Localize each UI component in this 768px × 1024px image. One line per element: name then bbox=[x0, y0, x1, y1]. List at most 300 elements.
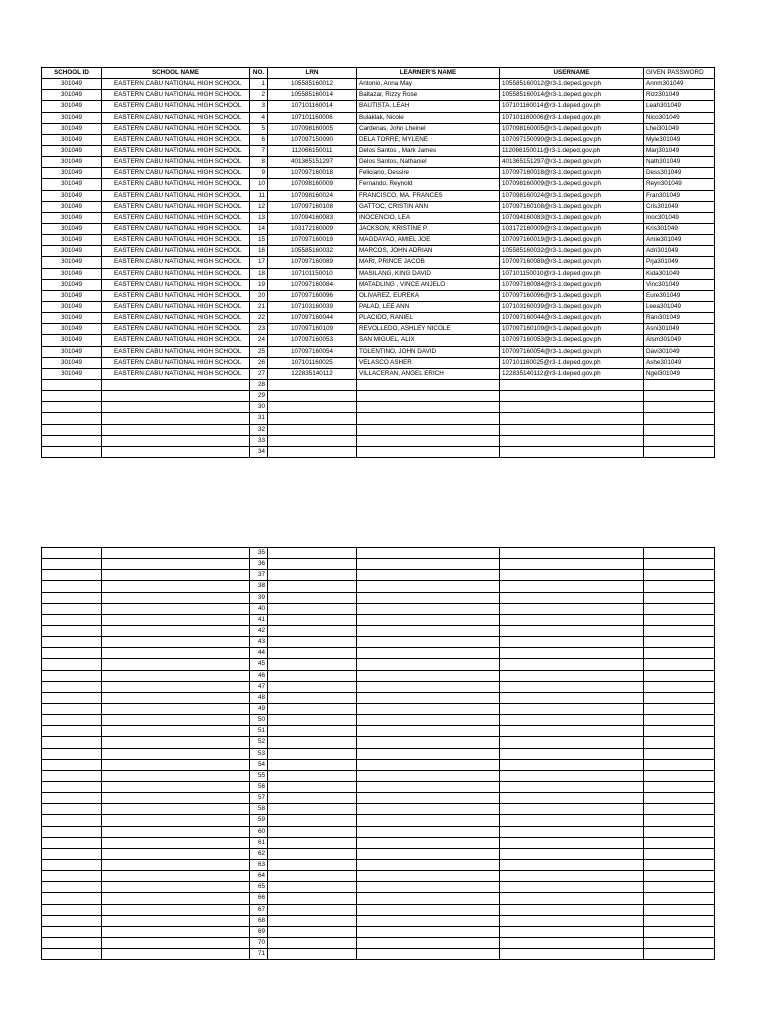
row-number-cell: 62 bbox=[250, 848, 268, 859]
password-cell bbox=[644, 648, 715, 659]
row-number-cell: 4 bbox=[250, 112, 268, 123]
password-cell: Davi301049 bbox=[644, 346, 715, 357]
lrn-cell: 107097160084 bbox=[268, 279, 357, 290]
school-id-cell bbox=[42, 379, 102, 390]
school-id-cell: 301049 bbox=[42, 79, 102, 90]
lrn-cell bbox=[268, 592, 357, 603]
learner-name-cell bbox=[357, 904, 500, 915]
row-number-cell: 13 bbox=[250, 212, 268, 223]
row-number-cell: 55 bbox=[250, 770, 268, 781]
username-cell bbox=[500, 759, 644, 770]
empty-table-row bbox=[42, 748, 715, 759]
lrn-cell bbox=[268, 614, 357, 625]
password-cell bbox=[644, 592, 715, 603]
username-cell: 107098160009@r3-1.deped.gov.ph bbox=[500, 179, 644, 190]
username-cell bbox=[500, 692, 644, 703]
password-cell: Prja301049 bbox=[644, 257, 715, 268]
school-id-cell: 301049 bbox=[42, 190, 102, 201]
learner-name-cell bbox=[357, 726, 500, 737]
username-cell bbox=[500, 391, 644, 402]
school-name-cell: EASTERN CABU NATIONAL HIGH SCHOOL bbox=[102, 357, 250, 368]
lrn-cell bbox=[268, 826, 357, 837]
school-id-cell bbox=[42, 826, 102, 837]
password-cell bbox=[644, 603, 715, 614]
school-name-cell bbox=[102, 681, 250, 692]
school-id-cell bbox=[42, 559, 102, 570]
row-number-cell: 31 bbox=[250, 413, 268, 424]
school-id-cell bbox=[42, 603, 102, 614]
table-row bbox=[42, 368, 715, 379]
empty-table-row bbox=[42, 648, 715, 659]
row-number-cell: 9 bbox=[250, 168, 268, 179]
empty-table-row bbox=[42, 871, 715, 882]
lrn-cell: 107098160005 bbox=[268, 123, 357, 134]
school-id-cell bbox=[42, 781, 102, 792]
empty-table-row bbox=[42, 559, 715, 570]
learner-name-cell: MAGDAYAO, AMIEL JOE bbox=[357, 235, 500, 246]
empty-table-row bbox=[42, 446, 715, 457]
learner-name-cell: Fernando, Reynold bbox=[357, 179, 500, 190]
school-name-cell bbox=[102, 804, 250, 815]
row-number-cell: 29 bbox=[250, 391, 268, 402]
school-name-cell bbox=[102, 882, 250, 893]
password-cell: Nath301049 bbox=[644, 157, 715, 168]
school-name-cell bbox=[102, 581, 250, 592]
school-id-cell bbox=[42, 692, 102, 703]
username-cell: 107097160096@r3-1.deped.gov.ph bbox=[500, 290, 644, 301]
learner-name-cell bbox=[357, 770, 500, 781]
password-cell bbox=[644, 793, 715, 804]
row-number-cell: 69 bbox=[250, 926, 268, 937]
username-cell: 107097160053@r3-1.deped.gov.ph bbox=[500, 335, 644, 346]
password-cell bbox=[644, 715, 715, 726]
lrn-cell bbox=[268, 559, 357, 570]
row-number-cell: 25 bbox=[250, 346, 268, 357]
empty-table-row bbox=[42, 659, 715, 670]
learner-name-cell bbox=[357, 949, 500, 960]
school-id-cell bbox=[42, 681, 102, 692]
row-number-cell: 27 bbox=[250, 368, 268, 379]
password-cell: Ngel301049 bbox=[644, 368, 715, 379]
password-cell bbox=[644, 848, 715, 859]
lrn-cell bbox=[268, 435, 357, 446]
school-id-cell bbox=[42, 614, 102, 625]
username-cell: 103172160009@r3-1.deped.gov.ph bbox=[500, 223, 644, 234]
table-row bbox=[42, 279, 715, 290]
password-cell: Alsm301049 bbox=[644, 335, 715, 346]
username-cell bbox=[500, 826, 644, 837]
lrn-cell: 107097160108 bbox=[268, 201, 357, 212]
learner-name-cell: SAN MIGUEL, ALIX bbox=[357, 335, 500, 346]
password-cell bbox=[644, 871, 715, 882]
learner-name-cell: FRANCISCO, MA. FRANCES bbox=[357, 190, 500, 201]
password-cell bbox=[644, 915, 715, 926]
learner-name-cell bbox=[357, 570, 500, 581]
empty-table-row bbox=[42, 770, 715, 781]
lrn-cell: 401365151297 bbox=[268, 157, 357, 168]
learner-name-cell bbox=[357, 391, 500, 402]
learner-name-cell bbox=[357, 592, 500, 603]
learner-name-cell bbox=[357, 625, 500, 636]
username-cell bbox=[500, 882, 644, 893]
school-id-cell bbox=[42, 904, 102, 915]
school-id-cell: 301049 bbox=[42, 257, 102, 268]
password-cell: Fran301049 bbox=[644, 190, 715, 201]
lrn-cell: 107097160018 bbox=[268, 168, 357, 179]
learner-name-cell bbox=[357, 603, 500, 614]
lrn-cell: 105585160014 bbox=[268, 90, 357, 101]
school-name-cell bbox=[102, 548, 250, 559]
school-id-cell bbox=[42, 882, 102, 893]
school-id-cell: 301049 bbox=[42, 324, 102, 335]
lrn-cell bbox=[268, 402, 357, 413]
school-id-cell: 301049 bbox=[42, 168, 102, 179]
username-cell: 107097160084@r3-1.deped.gov.ph bbox=[500, 279, 644, 290]
empty-table-row bbox=[42, 625, 715, 636]
row-number-cell: 39 bbox=[250, 592, 268, 603]
username-cell bbox=[500, 570, 644, 581]
password-cell bbox=[644, 826, 715, 837]
school-name-cell: EASTERN CABU NATIONAL HIGH SCHOOL bbox=[102, 190, 250, 201]
password-cell bbox=[644, 737, 715, 748]
table-row bbox=[42, 201, 715, 212]
learner-name-cell: VILLACERAN, ANGEL ERICH bbox=[357, 368, 500, 379]
school-name-cell bbox=[102, 570, 250, 581]
learner-name-cell bbox=[357, 871, 500, 882]
table-row bbox=[42, 290, 715, 301]
username-cell bbox=[500, 559, 644, 570]
learner-name-cell: INOCENCIO, LEA bbox=[357, 212, 500, 223]
password-cell: Kris301049 bbox=[644, 223, 715, 234]
username-cell: 107098160024@r3-1.deped.gov.ph bbox=[500, 190, 644, 201]
row-number-cell: 58 bbox=[250, 804, 268, 815]
table-row bbox=[42, 324, 715, 335]
school-id-cell bbox=[42, 548, 102, 559]
password-cell bbox=[644, 781, 715, 792]
username-cell bbox=[500, 715, 644, 726]
school-name-cell: EASTERN CABU NATIONAL HIGH SCHOOL bbox=[102, 301, 250, 312]
lrn-cell bbox=[268, 659, 357, 670]
username-cell bbox=[500, 904, 644, 915]
password-cell bbox=[644, 882, 715, 893]
school-id-cell bbox=[42, 402, 102, 413]
password-cell bbox=[644, 815, 715, 826]
school-name-cell bbox=[102, 424, 250, 435]
row-number-cell: 16 bbox=[250, 246, 268, 257]
username-cell bbox=[500, 815, 644, 826]
school-id-cell bbox=[42, 659, 102, 670]
school-id-cell bbox=[42, 625, 102, 636]
lrn-cell: 107098160009 bbox=[268, 179, 357, 190]
school-id-cell bbox=[42, 413, 102, 424]
row-number-cell: 50 bbox=[250, 715, 268, 726]
username-cell bbox=[500, 859, 644, 870]
lrn-cell: 107097150090 bbox=[268, 134, 357, 145]
password-cell bbox=[644, 670, 715, 681]
school-id-cell bbox=[42, 748, 102, 759]
password-cell bbox=[644, 937, 715, 948]
lrn-cell bbox=[268, 859, 357, 870]
learner-name-cell bbox=[357, 681, 500, 692]
table-row bbox=[42, 112, 715, 123]
school-id-cell bbox=[42, 726, 102, 737]
learner-name-cell bbox=[357, 637, 500, 648]
school-id-cell: 301049 bbox=[42, 246, 102, 257]
school-name-cell bbox=[102, 637, 250, 648]
school-name-cell bbox=[102, 737, 250, 748]
password-cell bbox=[644, 659, 715, 670]
lrn-cell bbox=[268, 770, 357, 781]
learner-name-cell: GATTOC, CRISTIN ANN bbox=[357, 201, 500, 212]
school-id-cell bbox=[42, 859, 102, 870]
header-lrn: LRN bbox=[268, 68, 357, 79]
table-row bbox=[42, 101, 715, 112]
username-cell: 107094160083@r3-1.deped.gov.ph bbox=[500, 212, 644, 223]
row-number-cell: 36 bbox=[250, 559, 268, 570]
row-number-cell: 49 bbox=[250, 703, 268, 714]
username-cell bbox=[500, 614, 644, 625]
school-name-cell bbox=[102, 915, 250, 926]
school-name-cell: EASTERN CABU NATIONAL HIGH SCHOOL bbox=[102, 335, 250, 346]
lrn-cell: 107097160109 bbox=[268, 324, 357, 335]
lrn-cell: 112066150011 bbox=[268, 145, 357, 156]
password-cell bbox=[644, 759, 715, 770]
learner-name-cell bbox=[357, 670, 500, 681]
empty-table-row bbox=[42, 937, 715, 948]
empty-table-row bbox=[42, 581, 715, 592]
username-cell: 107101160006@r3-1.deped.gov.ph bbox=[500, 112, 644, 123]
empty-table-row bbox=[42, 681, 715, 692]
table-row bbox=[42, 246, 715, 257]
lrn-cell bbox=[268, 748, 357, 759]
table-row bbox=[42, 235, 715, 246]
empty-table-row bbox=[42, 893, 715, 904]
password-cell: Amie301049 bbox=[644, 235, 715, 246]
row-number-cell: 67 bbox=[250, 904, 268, 915]
learner-name-cell: Antonio, Anna May bbox=[357, 79, 500, 90]
lrn-cell bbox=[268, 793, 357, 804]
learner-name-cell bbox=[357, 793, 500, 804]
row-number-cell: 41 bbox=[250, 614, 268, 625]
school-name-cell: EASTERN CABU NATIONAL HIGH SCHOOL bbox=[102, 134, 250, 145]
empty-table-row bbox=[42, 614, 715, 625]
username-cell bbox=[500, 659, 644, 670]
row-number-cell: 71 bbox=[250, 949, 268, 960]
learner-name-cell bbox=[357, 581, 500, 592]
school-name-cell bbox=[102, 402, 250, 413]
empty-table-row bbox=[42, 882, 715, 893]
school-name-cell bbox=[102, 603, 250, 614]
school-id-cell bbox=[42, 446, 102, 457]
password-cell: Inoc301049 bbox=[644, 212, 715, 223]
username-cell bbox=[500, 648, 644, 659]
row-number-cell: 70 bbox=[250, 937, 268, 948]
password-cell bbox=[644, 402, 715, 413]
school-name-cell: EASTERN CABU NATIONAL HIGH SCHOOL bbox=[102, 368, 250, 379]
lrn-cell bbox=[268, 804, 357, 815]
lrn-cell bbox=[268, 424, 357, 435]
lrn-cell bbox=[268, 581, 357, 592]
school-name-cell: EASTERN CABU NATIONAL HIGH SCHOOL bbox=[102, 268, 250, 279]
school-id-cell bbox=[42, 648, 102, 659]
learner-name-cell bbox=[357, 926, 500, 937]
school-name-cell bbox=[102, 659, 250, 670]
empty-table-row bbox=[42, 692, 715, 703]
password-cell bbox=[644, 859, 715, 870]
school-name-cell bbox=[102, 859, 250, 870]
lrn-cell bbox=[268, 692, 357, 703]
table-row bbox=[42, 168, 715, 179]
lrn-cell bbox=[268, 815, 357, 826]
lrn-cell bbox=[268, 648, 357, 659]
lrn-cell: 107097160096 bbox=[268, 290, 357, 301]
school-id-cell: 301049 bbox=[42, 279, 102, 290]
row-number-cell: 68 bbox=[250, 915, 268, 926]
username-cell: 112066150011@r3-1.deped.gov.ph bbox=[500, 145, 644, 156]
row-number-cell: 10 bbox=[250, 179, 268, 190]
row-number-cell: 11 bbox=[250, 190, 268, 201]
learner-name-cell bbox=[357, 435, 500, 446]
school-name-cell bbox=[102, 446, 250, 457]
learner-name-cell bbox=[357, 715, 500, 726]
empty-table-row bbox=[42, 848, 715, 859]
school-id-cell bbox=[42, 703, 102, 714]
lrn-cell bbox=[268, 726, 357, 737]
password-cell bbox=[644, 435, 715, 446]
username-cell bbox=[500, 703, 644, 714]
school-name-cell bbox=[102, 748, 250, 759]
school-id-cell bbox=[42, 670, 102, 681]
row-number-cell: 44 bbox=[250, 648, 268, 659]
lrn-cell: 105585160032 bbox=[268, 246, 357, 257]
empty-table-row bbox=[42, 637, 715, 648]
row-number-cell: 23 bbox=[250, 324, 268, 335]
password-cell: Dess301049 bbox=[644, 168, 715, 179]
lrn-cell: 107097160019 bbox=[268, 235, 357, 246]
username-cell: 122835140112@r3-1.deped.gov.ph bbox=[500, 368, 644, 379]
empty-table-row bbox=[42, 904, 715, 915]
table-row bbox=[42, 212, 715, 223]
row-number-cell: 21 bbox=[250, 301, 268, 312]
table-row bbox=[42, 123, 715, 134]
school-name-cell bbox=[102, 770, 250, 781]
learner-name-cell bbox=[357, 915, 500, 926]
school-name-cell bbox=[102, 848, 250, 859]
school-id-cell bbox=[42, 391, 102, 402]
lrn-cell bbox=[268, 904, 357, 915]
password-cell: Rizz301049 bbox=[644, 90, 715, 101]
username-cell bbox=[500, 748, 644, 759]
lrn-cell bbox=[268, 446, 357, 457]
row-number-cell: 46 bbox=[250, 670, 268, 681]
lrn-cell bbox=[268, 379, 357, 390]
lrn-cell bbox=[268, 391, 357, 402]
username-cell: 107097160044@r3-1.deped.gov.ph bbox=[500, 313, 644, 324]
empty-table-row bbox=[42, 737, 715, 748]
empty-table-row bbox=[42, 726, 715, 737]
school-id-cell bbox=[42, 848, 102, 859]
password-cell bbox=[644, 748, 715, 759]
password-cell bbox=[644, 637, 715, 648]
learner-name-cell bbox=[357, 424, 500, 435]
header-row bbox=[42, 68, 715, 79]
username-cell: 105585160012@r3-1.deped.gov.ph bbox=[500, 79, 644, 90]
lrn-cell bbox=[268, 637, 357, 648]
school-name-cell: EASTERN CABU NATIONAL HIGH SCHOOL bbox=[102, 123, 250, 134]
school-id-cell bbox=[42, 424, 102, 435]
table-row bbox=[42, 90, 715, 101]
username-cell bbox=[500, 781, 644, 792]
row-number-cell: 17 bbox=[250, 257, 268, 268]
password-cell: Kida301049 bbox=[644, 268, 715, 279]
lrn-cell bbox=[268, 781, 357, 792]
school-id-cell bbox=[42, 570, 102, 581]
school-id-cell bbox=[42, 949, 102, 960]
learner-name-cell: TOLENTINO, JOHN DAVID bbox=[357, 346, 500, 357]
password-cell bbox=[644, 692, 715, 703]
username-cell bbox=[500, 379, 644, 390]
school-id-cell: 301049 bbox=[42, 145, 102, 156]
row-number-cell: 5 bbox=[250, 123, 268, 134]
empty-table-row bbox=[42, 391, 715, 402]
lrn-cell bbox=[268, 882, 357, 893]
username-cell: 107097160109@r3-1.deped.gov.ph bbox=[500, 324, 644, 335]
lrn-cell: 107097160054 bbox=[268, 346, 357, 357]
school-id-cell bbox=[42, 715, 102, 726]
username-cell: 105585160014@r3-1.deped.gov.ph bbox=[500, 90, 644, 101]
password-cell: Lhei301049 bbox=[644, 123, 715, 134]
lrn-cell bbox=[268, 681, 357, 692]
learner-name-cell bbox=[357, 548, 500, 559]
lrn-cell: 107103160039 bbox=[268, 301, 357, 312]
lrn-cell bbox=[268, 413, 357, 424]
header-learner-name: LEARNER'S NAME bbox=[357, 68, 500, 79]
password-cell bbox=[644, 413, 715, 424]
password-cell: Ashe301049 bbox=[644, 357, 715, 368]
password-cell bbox=[644, 949, 715, 960]
learner-name-cell bbox=[357, 413, 500, 424]
lrn-cell: 107094160083 bbox=[268, 212, 357, 223]
username-cell bbox=[500, 937, 644, 948]
school-name-cell bbox=[102, 379, 250, 390]
school-name-cell: EASTERN CABU NATIONAL HIGH SCHOOL bbox=[102, 235, 250, 246]
school-name-cell bbox=[102, 837, 250, 848]
username-cell bbox=[500, 548, 644, 559]
row-number-cell: 57 bbox=[250, 793, 268, 804]
lrn-cell bbox=[268, 570, 357, 581]
username-cell bbox=[500, 637, 644, 648]
lrn-cell bbox=[268, 715, 357, 726]
row-number-cell: 59 bbox=[250, 815, 268, 826]
school-name-cell: EASTERN CABU NATIONAL HIGH SCHOOL bbox=[102, 79, 250, 90]
lrn-cell bbox=[268, 848, 357, 859]
school-name-cell bbox=[102, 413, 250, 424]
row-number-cell: 54 bbox=[250, 759, 268, 770]
school-id-cell: 301049 bbox=[42, 101, 102, 112]
row-number-cell: 28 bbox=[250, 379, 268, 390]
learner-name-cell: Delos Santos , Mark James bbox=[357, 145, 500, 156]
school-id-cell bbox=[42, 915, 102, 926]
username-cell bbox=[500, 726, 644, 737]
row-number-cell: 2 bbox=[250, 90, 268, 101]
password-cell: Myle301049 bbox=[644, 134, 715, 145]
password-cell bbox=[644, 570, 715, 581]
school-name-cell bbox=[102, 937, 250, 948]
row-number-cell: 64 bbox=[250, 871, 268, 882]
username-cell bbox=[500, 670, 644, 681]
learner-name-cell: BAUTISTA, LEAH bbox=[357, 101, 500, 112]
school-id-cell bbox=[42, 592, 102, 603]
